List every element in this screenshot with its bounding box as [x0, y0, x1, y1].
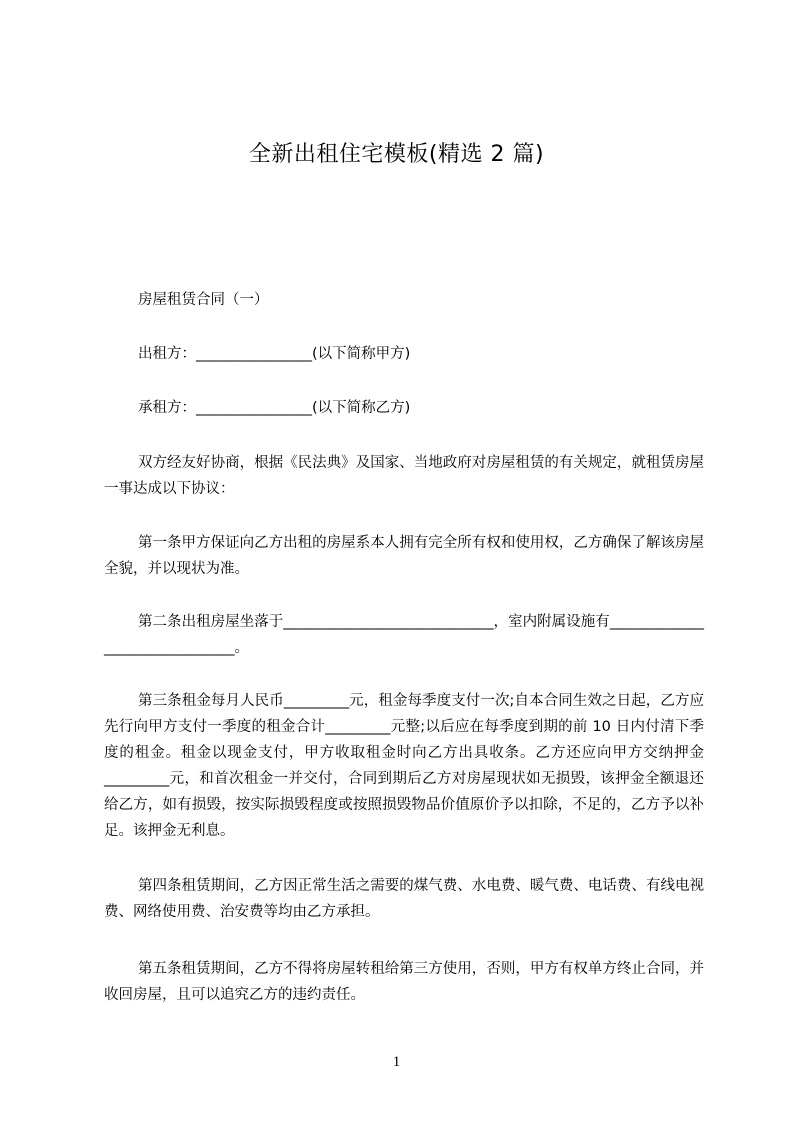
page-number: 1	[392, 1054, 401, 1070]
preamble-paragraph: 双方经友好协商，根据《民法典》及国家、当地政府对房屋租赁的有关规定，就租赁房屋一事达成以下协议：	[104, 455, 704, 497]
tenant-line: 承租方：________________(以下简称乙方)	[138, 400, 411, 416]
article-5-paragraph: 第五条租赁期间，乙方不得将房屋转租给第三方使用，否则，甲方有权单方终止合同，并收回房屋，且可以追究乙方的违约责任。	[104, 961, 704, 1003]
article-4-paragraph: 第四条租赁期间，乙方因正常生活之需要的煤气费、水电费、暖气费、电话费、有线电视费、网络使用费、治安费等均由乙方承担。	[104, 878, 704, 920]
document-title: 全新出租住宅模板(精选 2 篇)	[248, 142, 545, 167]
landlord-line: 出租方：________________(以下简称甲方)	[138, 346, 411, 362]
contract-heading: 房屋租赁合同（一）	[138, 292, 269, 308]
article-1-paragraph: 第一条甲方保证向乙方出租的房屋系本人拥有完全所有权和使用权，乙方确保了解该房屋全貌，并以现状为准。	[104, 535, 704, 577]
article-3-paragraph: 第三条租金每月人民币_________元，租金每季度支付一次;自本合同生效之日起，乙方应先行向甲方支付一季度的租金合计_________元整;以后应在每季度到期的前 10 日内付清下季度的租金。租金以现金支付，甲方收取租金时向乙方出具收条。乙方还应向甲方交纳押金_________元，和首次租金一并交付，合同到期后乙方对房屋现状如无损毁，该押金全额退还给乙方，如有损毁，按实际损毁程度或按照损毁物品价值原价予以扣除，不足的，乙方予以补足。该押金无利息。	[104, 693, 704, 839]
article-2-paragraph: 第二条出租房屋坐落于_____________________________，室内附属设施有_______________________________。	[104, 614, 704, 656]
